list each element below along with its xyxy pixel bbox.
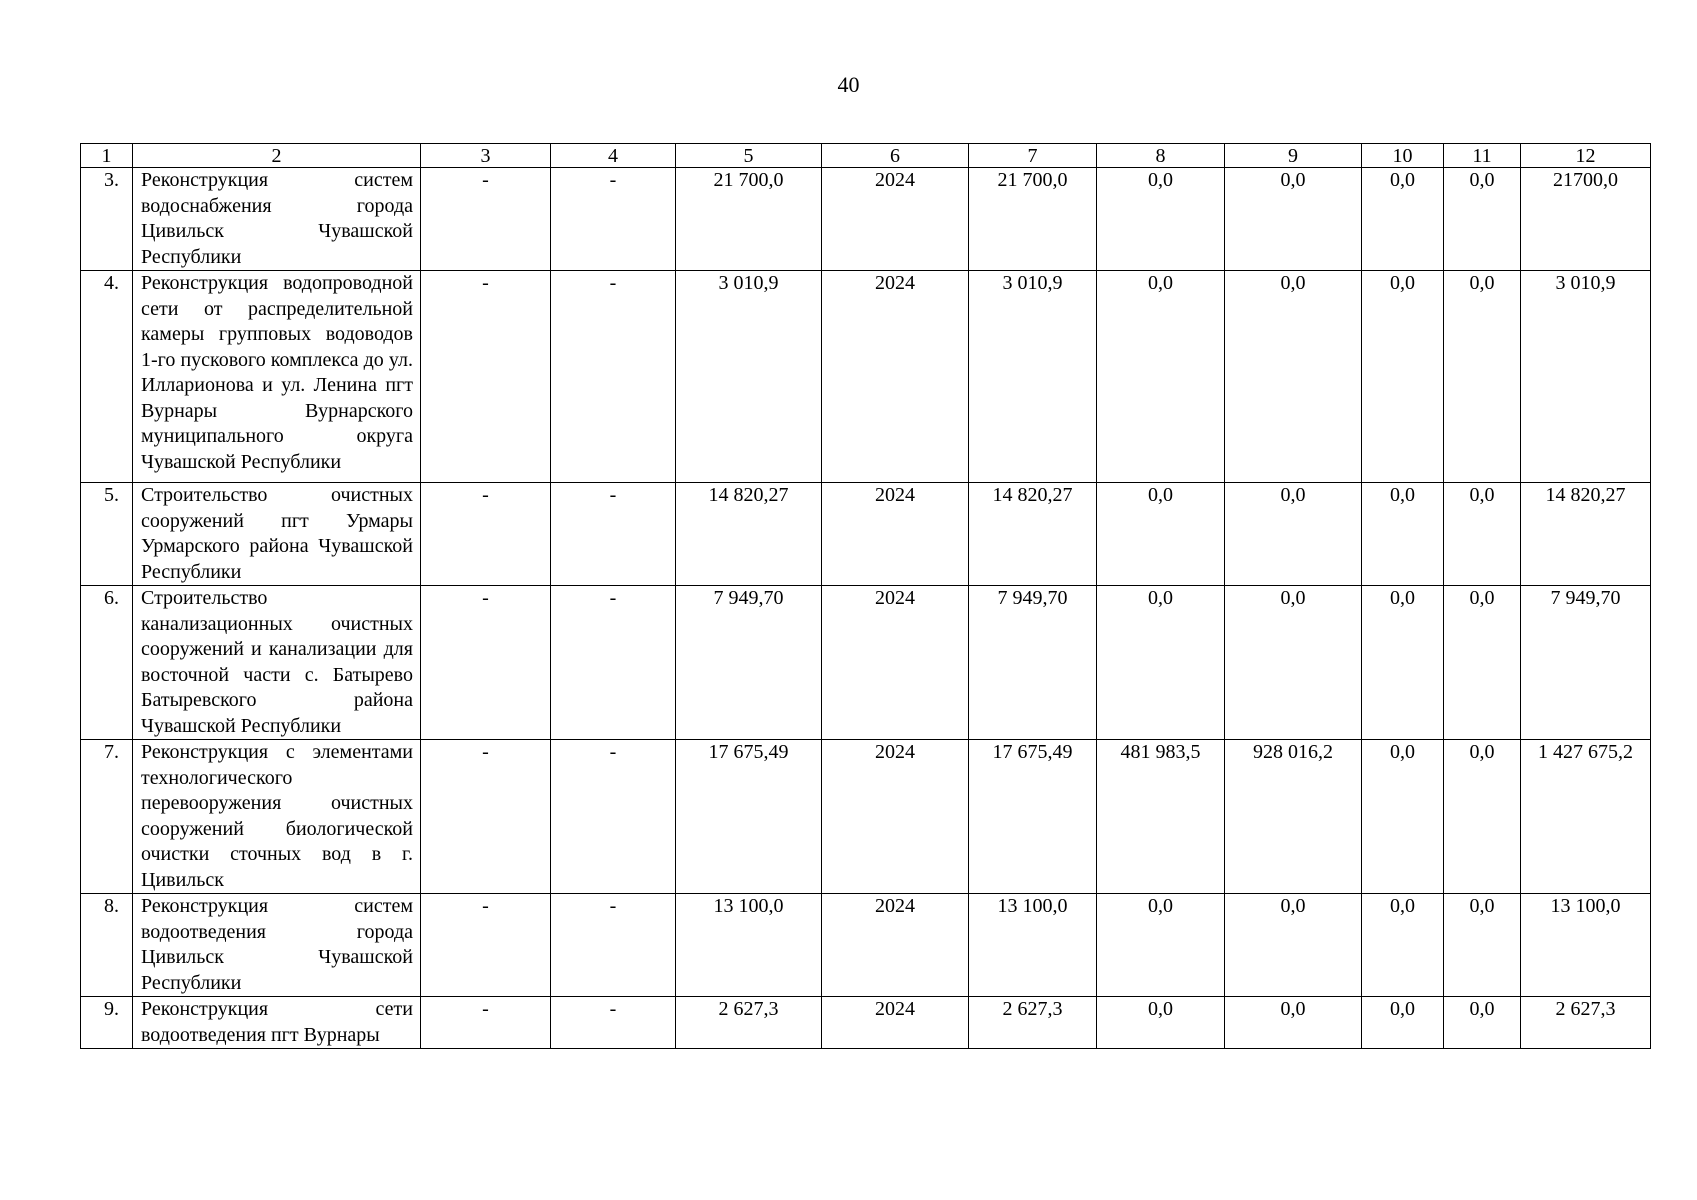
value-cell-col-12: 21700,0 — [1521, 168, 1651, 271]
value-cell-col-4: - — [551, 997, 676, 1049]
column-header: 9 — [1225, 144, 1362, 168]
value-cell-col-9: 0,0 — [1225, 894, 1362, 997]
row-number: 4. — [81, 271, 133, 483]
value-cell-col-11: 0,0 — [1444, 586, 1521, 740]
value-cell-col-8: 481 983,5 — [1097, 740, 1225, 894]
value-cell-col-4: - — [551, 483, 676, 586]
value-cell-col-8: 0,0 — [1097, 483, 1225, 586]
value-cell-col-5: 21 700,0 — [676, 168, 822, 271]
value-cell-col-6: 2024 — [822, 997, 969, 1049]
budget-table — [80, 143, 1651, 1049]
value-cell-col-11: 0,0 — [1444, 740, 1521, 894]
value-cell-col-5: 13 100,0 — [676, 894, 822, 997]
value-cell-col-9: 0,0 — [1225, 997, 1362, 1049]
value-cell-col-3: - — [421, 740, 551, 894]
value-cell-col-10: 0,0 — [1362, 271, 1444, 483]
value-cell-col-8: 0,0 — [1097, 586, 1225, 740]
value-cell-col-9: 0,0 — [1225, 168, 1362, 271]
project-name: Строительство очистных сооружений пгт Урмары Урмарского района Чувашской Республики — [133, 483, 421, 586]
column-number-row — [81, 144, 1651, 168]
value-cell-col-10: 0,0 — [1362, 168, 1444, 271]
value-cell-col-8: 0,0 — [1097, 168, 1225, 271]
project-name: Реконструкция водопроводной сети от распределительной камеры групповых водоводов 1-го пускового комплекса до ул. Илларионова и ул. Ленина пгт Вурнары Вурнарского муниципального округа Чувашской Республики — [133, 271, 421, 483]
column-header: 11 — [1444, 144, 1521, 168]
value-cell-col-9: 928 016,2 — [1225, 740, 1362, 894]
value-cell-col-5: 17 675,49 — [676, 740, 822, 894]
value-cell-col-6: 2024 — [822, 483, 969, 586]
value-cell-col-7: 13 100,0 — [969, 894, 1097, 997]
column-header: 5 — [676, 144, 822, 168]
value-cell-col-11: 0,0 — [1444, 894, 1521, 997]
project-name: Реконструкция сети водоотведения пгт Вурнары — [133, 997, 421, 1049]
value-cell-col-12: 2 627,3 — [1521, 997, 1651, 1049]
table-row — [81, 586, 1651, 740]
value-cell-col-11: 0,0 — [1444, 271, 1521, 483]
row-number: 7. — [81, 740, 133, 894]
row-number: 3. — [81, 168, 133, 271]
value-cell-col-3: - — [421, 483, 551, 586]
value-cell-col-7: 2 627,3 — [969, 997, 1097, 1049]
table-row — [81, 740, 1651, 894]
page-number: 40 — [837, 72, 860, 97]
value-cell-col-4: - — [551, 271, 676, 483]
row-number: 9. — [81, 997, 133, 1049]
value-cell-col-11: 0,0 — [1444, 483, 1521, 586]
value-cell-col-10: 0,0 — [1362, 894, 1444, 997]
column-header: 4 — [551, 144, 676, 168]
value-cell-col-12: 7 949,70 — [1521, 586, 1651, 740]
project-name: Реконструкция с элементами технологического перевооружения очистных сооружений биологической очистки сточных вод в г. Цивильск — [133, 740, 421, 894]
value-cell-col-8: 0,0 — [1097, 997, 1225, 1049]
value-cell-col-3: - — [421, 894, 551, 997]
value-cell-col-4: - — [551, 740, 676, 894]
column-header: 1 — [81, 144, 133, 168]
value-cell-col-9: 0,0 — [1225, 586, 1362, 740]
value-cell-col-9: 0,0 — [1225, 483, 1362, 586]
value-cell-col-3: - — [421, 168, 551, 271]
table-row — [81, 271, 1651, 483]
value-cell-col-3: - — [421, 271, 551, 483]
column-header: 10 — [1362, 144, 1444, 168]
value-cell-col-8: 0,0 — [1097, 271, 1225, 483]
value-cell-col-5: 2 627,3 — [676, 997, 822, 1049]
value-cell-col-6: 2024 — [822, 740, 969, 894]
table-row — [81, 483, 1651, 586]
value-cell-col-6: 2024 — [822, 168, 969, 271]
value-cell-col-4: - — [551, 586, 676, 740]
value-cell-col-7: 17 675,49 — [969, 740, 1097, 894]
value-cell-col-4: - — [551, 894, 676, 997]
value-cell-col-12: 1 427 675,2 — [1521, 740, 1651, 894]
value-cell-col-8: 0,0 — [1097, 894, 1225, 997]
column-header: 6 — [822, 144, 969, 168]
value-cell-col-5: 7 949,70 — [676, 586, 822, 740]
value-cell-col-5: 14 820,27 — [676, 483, 822, 586]
project-name: Реконструкция систем водоснабжения города Цивильск Чувашской Республики — [133, 168, 421, 271]
value-cell-col-7: 7 949,70 — [969, 586, 1097, 740]
value-cell-col-12: 14 820,27 — [1521, 483, 1651, 586]
value-cell-col-11: 0,0 — [1444, 168, 1521, 271]
value-cell-col-7: 14 820,27 — [969, 483, 1097, 586]
project-name: Строительство канализационных очистных сооружений и канализации для восточной части с. Батырево Батыревского района Чувашской Республики — [133, 586, 421, 740]
value-cell-col-7: 21 700,0 — [969, 168, 1097, 271]
value-cell-col-7: 3 010,9 — [969, 271, 1097, 483]
column-header: 8 — [1097, 144, 1225, 168]
value-cell-col-11: 0,0 — [1444, 997, 1521, 1049]
value-cell-col-9: 0,0 — [1225, 271, 1362, 483]
value-cell-col-6: 2024 — [822, 894, 969, 997]
value-cell-col-3: - — [421, 586, 551, 740]
column-header: 2 — [133, 144, 421, 168]
value-cell-col-12: 3 010,9 — [1521, 271, 1651, 483]
value-cell-col-10: 0,0 — [1362, 586, 1444, 740]
table-row — [81, 894, 1651, 997]
value-cell-col-4: - — [551, 168, 676, 271]
column-header: 7 — [969, 144, 1097, 168]
row-number: 6. — [81, 586, 133, 740]
row-number: 5. — [81, 483, 133, 586]
value-cell-col-12: 13 100,0 — [1521, 894, 1651, 997]
column-header: 12 — [1521, 144, 1651, 168]
project-name: Реконструкция систем водоотведения города Цивильск Чувашской Республики — [133, 894, 421, 997]
row-number: 8. — [81, 894, 133, 997]
value-cell-col-6: 2024 — [822, 271, 969, 483]
value-cell-col-6: 2024 — [822, 586, 969, 740]
table-row — [81, 997, 1651, 1049]
column-header: 3 — [421, 144, 551, 168]
value-cell-col-3: - — [421, 997, 551, 1049]
value-cell-col-10: 0,0 — [1362, 740, 1444, 894]
table-row — [81, 168, 1651, 271]
value-cell-col-5: 3 010,9 — [676, 271, 822, 483]
value-cell-col-10: 0,0 — [1362, 997, 1444, 1049]
value-cell-col-10: 0,0 — [1362, 483, 1444, 586]
